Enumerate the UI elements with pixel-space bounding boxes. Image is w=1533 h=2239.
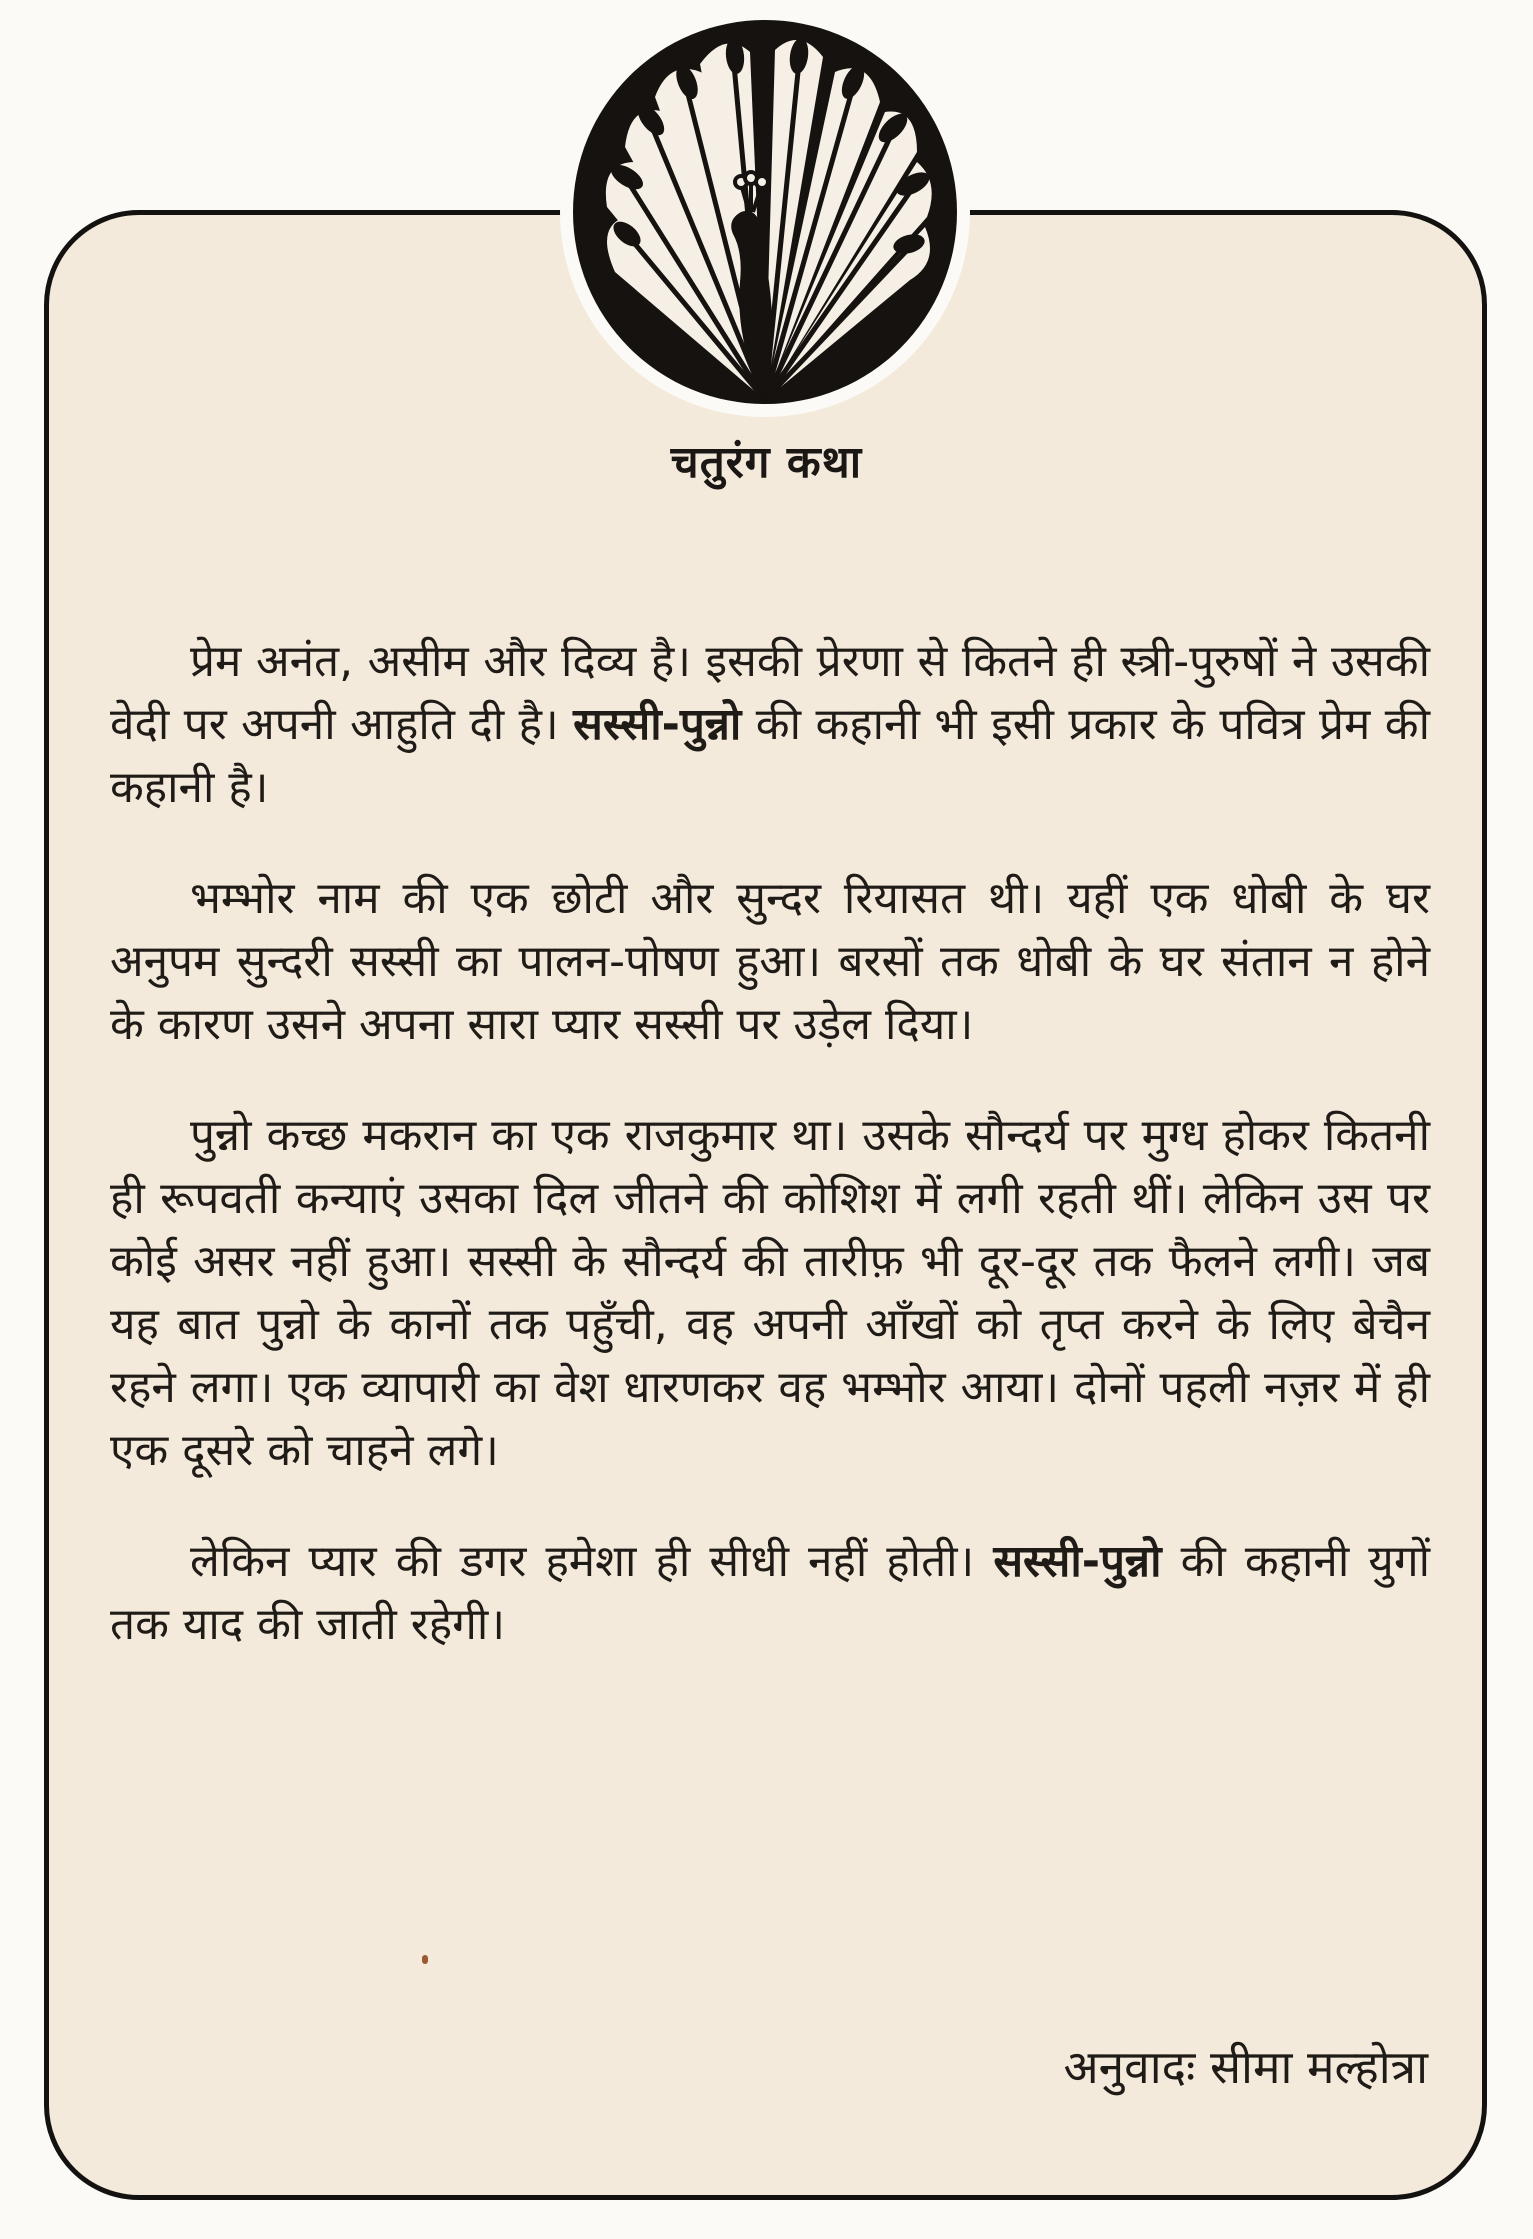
story-paragraph	[110, 1104, 1430, 1482]
paragraph-text: पुन्नो कच्छ मकरान का एक राजकुमार था। उसके सौन्दर्य पर मुग्ध होकर कितनी ही रूपवती कन्याएं उसका दिल जीतने की कोशिश में लगी रहती थीं। लेकिन उस पर कोई असर नहीं हुआ। सस्सी के सौन्दर्य की तारीफ़ भी दूर-दूर तक फैलने लगी। जब यह बात पुन्नो के कानों तक पहुँची, वह अपनी आँखों को तृप्त करने के लिए बेचैन रहने लगा। एक व्यापारी का वेश धारणकर वह भम्भोर आया। दोनों पहली नज़र में ही एक दूसरे को चाहने लगे।	[110, 1110, 1430, 1476]
paragraph-text: लेकिन प्यार की डगर हमेशा ही सीधी नहीं होती।	[190, 1536, 994, 1587]
story-paragraph	[110, 867, 1430, 1056]
story-body	[110, 630, 1430, 1704]
paragraph-text: की कहानी भी इसी प्रकार के पवित्र प्रेम की कहानी है।	[110, 699, 1430, 813]
paragraph-text: भम्भोर नाम की एक छोटी और सुन्दर रियासत थी। यहीं एक धोबी के घर अनुपम सुन्दरी सस्सी का पालन-पोषण हुआ। बरसों तक धोबी के घर संतान न होने के कारण उसने अपना सारा प्यार सस्सी पर उड़ेल दिया।	[110, 873, 1430, 1050]
page-title: चतुरंग कथा	[670, 437, 863, 488]
story-paragraph	[110, 1530, 1430, 1656]
peacock-logo-icon	[555, 12, 975, 432]
story-paragraph	[110, 630, 1430, 819]
translator-credit: अनुवादः सीमा मल्होत्रा	[1063, 2040, 1428, 2094]
paragraph-text: की कहानी युगों तक याद की जाती रहेगी।	[110, 1536, 1430, 1650]
paper-speck	[422, 1955, 428, 1964]
highlighted-name: सस्सी-पुन्नो	[993, 1536, 1162, 1587]
paragraph-text: प्रेम अनंत, असीम और दिव्य है। इसकी प्रेरणा से कितने ही स्त्री-पुरुषों ने उसकी वेदी पर अपनी आहुति दी है।	[110, 636, 1430, 750]
highlighted-name: सस्सी-पुन्नो	[573, 699, 742, 750]
